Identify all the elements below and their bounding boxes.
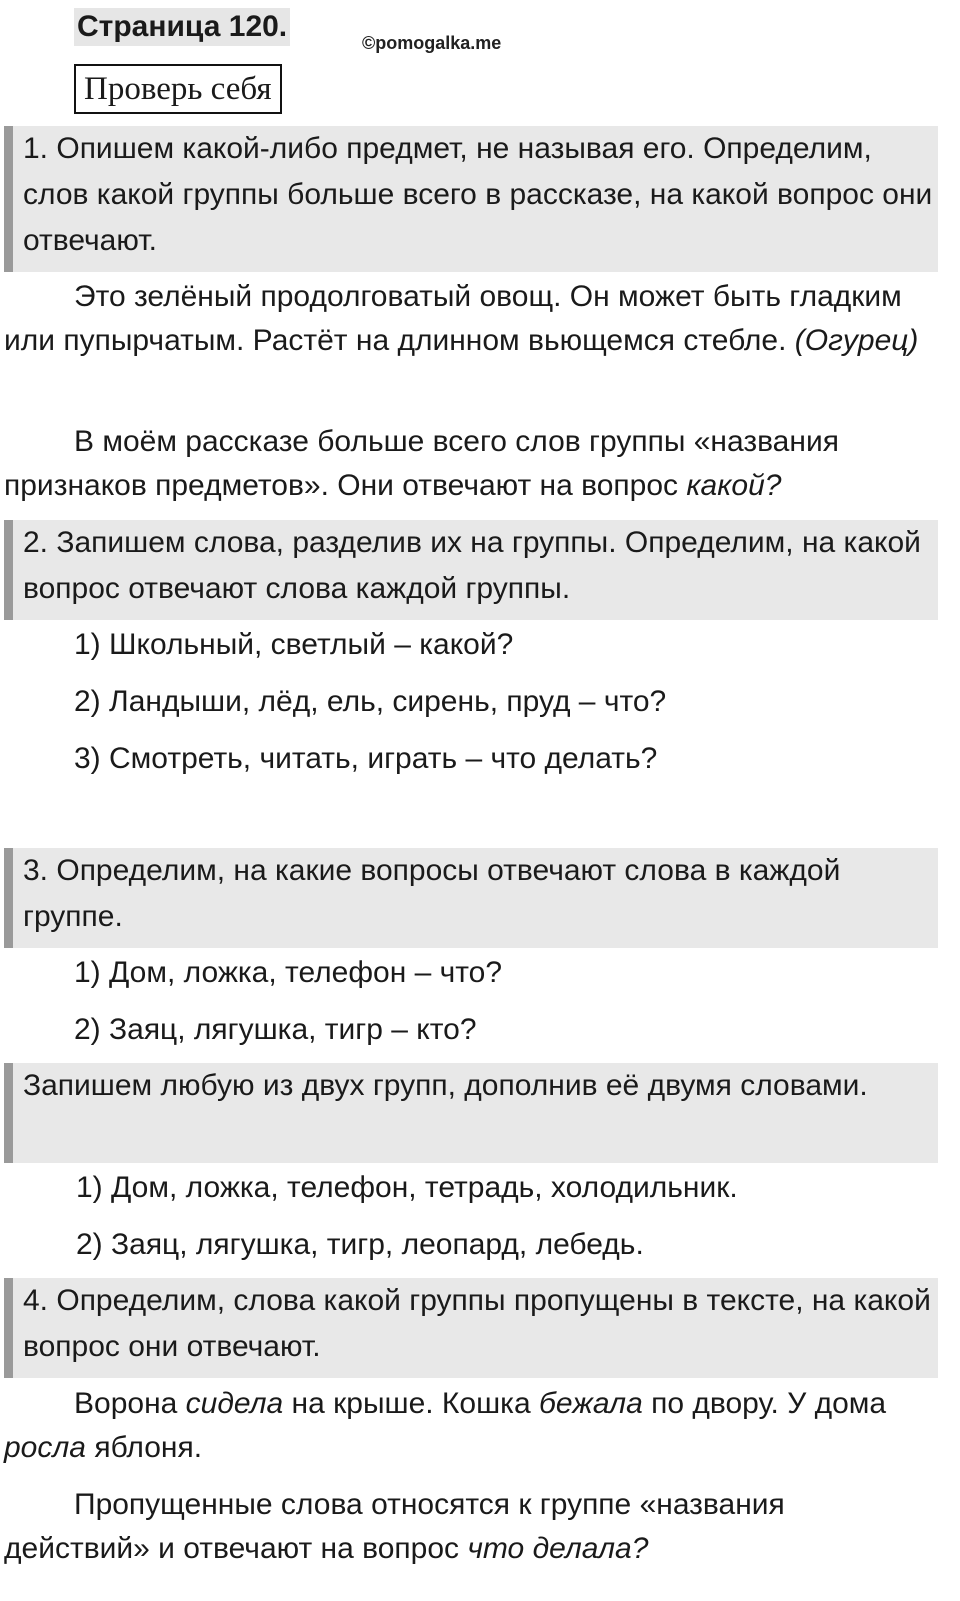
task-2-prompt: 2. Запишем слова, разделив их на группы. Определим, на какой вопрос отвечают слова каждой группы.: [4, 520, 938, 620]
verb-rosla: росла: [4, 1431, 86, 1464]
task-4-text: [4, 1382, 934, 1470]
task-2-line-3: 3) Смотреть, читать, играть – что делать?: [74, 742, 658, 775]
task-3-line2-2: 2) Заяц, лягушка, тигр, леопард, лебедь.: [76, 1228, 644, 1261]
task-1-conclusion: [4, 420, 934, 508]
conclusion-question: какой?: [686, 469, 782, 502]
section-label: Проверь себя: [74, 64, 282, 114]
task-4-conclusion: [4, 1483, 934, 1571]
task-2-line-2: 2) Ландыши, лёд, ель, сирень, пруд – что?: [74, 685, 667, 718]
task-3-line-2: 2) Заяц, лягушка, тигр – кто?: [74, 1013, 477, 1046]
text-part: яблоня.: [85, 1431, 203, 1464]
story-text: Это зелёный продолговатый овощ. Он может быть гладким или пупырчатым. Растёт на длинном вьющемся стебле.: [4, 280, 902, 357]
conclusion-text: В моём рассказе больше всего слов группы «названия признаков предметов». Они отвечают на вопрос: [4, 425, 839, 502]
task-3-line-1: 1) Дом, ложка, телефон – что?: [74, 956, 503, 989]
text-part: на крыше. Кошка: [283, 1387, 539, 1420]
task-4-prompt: 4. Определим, слова какой группы пропущены в тексте, на какой вопрос они отвечают.: [4, 1278, 938, 1378]
text-part: Ворона: [74, 1387, 186, 1420]
verb-bezhala: бежала: [538, 1387, 643, 1420]
task-2-line-1: 1) Школьный, светлый – какой?: [74, 628, 514, 661]
answer-hint: (Огурец): [794, 324, 919, 357]
text-part: по двору. У дома: [642, 1387, 887, 1420]
page-title: Страница 120.: [74, 8, 290, 46]
conclusion-text: Пропущенные слова относятся к группе «названия действий» и отвечают на вопрос: [4, 1488, 785, 1565]
verb-sidela: сидела: [185, 1387, 284, 1420]
watermark: ©pomogalka.me: [362, 33, 502, 53]
task-3-prompt: 3. Определим, на какие вопросы отвечают слова в каждой группе.: [4, 848, 938, 948]
task-3-line2-1: 1) Дом, ложка, телефон, тетрадь, холодильник.: [76, 1171, 738, 1204]
conclusion-question: что делала?: [467, 1532, 649, 1565]
task-1-prompt: 1. Опишем какой-либо предмет, не называя его. Определим, слов какой группы больше всего в рассказе, на какой вопрос они отвечают.: [4, 126, 938, 272]
task-3-prompt-2: Запишем любую из двух групп, дополнив её двумя словами.: [4, 1063, 938, 1163]
task-1-story: [4, 275, 934, 363]
